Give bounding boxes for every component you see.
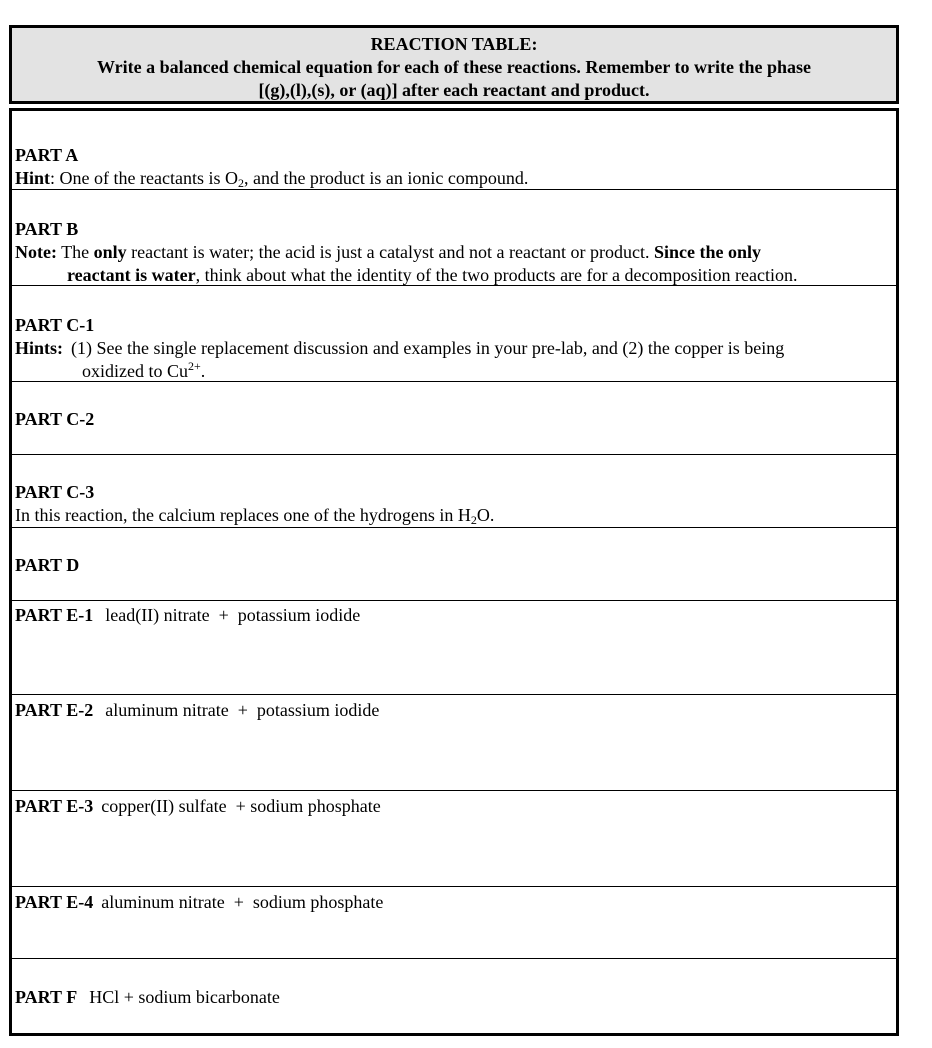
reaction-table: [9, 108, 899, 1036]
part-b-note-line-1: Note: The only reactant is water; the acid is just a catalyst and not a reactant or product. Since the only: [15, 242, 761, 262]
part-c1-hints-line-2: oxidized to $Cu^{2+}$.: [82, 359, 206, 381]
row-part-e1[interactable]: [12, 601, 896, 695]
header-instructions-line-2: [(g),(l),(s), or (aq)] after each reactant and product.: [258, 80, 650, 100]
part-e2-label: PART E-2: [15, 700, 94, 720]
part-b-label: PART B: [15, 219, 79, 239]
row-part-e2[interactable]: [12, 695, 896, 791]
part-f-line: [15, 986, 892, 1009]
row-part-c3[interactable]: [12, 455, 896, 528]
part-a-label: PART A: [15, 145, 79, 165]
part-c3-label: PART C-3: [15, 482, 95, 502]
row-part-e3[interactable]: [12, 791, 896, 887]
part-c2-label: PART C-2: [15, 409, 95, 429]
part-c1-label: PART C-1: [15, 315, 95, 335]
part-c3-text: In this reaction, the calcium replaces one of the hydrogens in $H_2O$.: [15, 505, 495, 527]
part-e4-line: [15, 891, 892, 914]
part-e3-label: PART E-3: [15, 796, 94, 816]
part-f-reactants: HCl + sodium bicarbonate: [89, 987, 280, 1007]
header-instructions-line-1: Write a balanced chemical equation for each of these reactions. Remember to write the phase: [96, 57, 812, 77]
part-e1-reactants: lead(II) nitrate + potassium iodide: [105, 605, 361, 625]
part-c1-hints-line-1: Hints: (1) See the single replacement discussion and examples in your pre-lab, and (2) the copper is being: [15, 338, 785, 358]
part-f-label: PART F: [15, 987, 78, 1007]
part-e2-reactants: aluminum nitrate + potassium iodide: [105, 700, 380, 720]
part-e1-label: PART E-1: [15, 605, 94, 625]
row-part-c1[interactable]: [12, 286, 896, 382]
part-a-hint: Hint: One of the reactants is $O_2$, and the product is an ionic compound.: [15, 168, 529, 190]
row-part-d[interactable]: [12, 528, 896, 601]
header-title: REACTION TABLE:: [370, 34, 538, 54]
part-d-label: PART D: [15, 555, 80, 575]
row-part-c2[interactable]: [12, 382, 896, 455]
part-e3-reactants: copper(II) sulfate + sodium phosphate: [101, 796, 381, 816]
part-e3-line: [15, 795, 892, 818]
part-e2-line: [15, 699, 892, 722]
part-e4-reactants: aluminum nitrate + sodium phosphate: [101, 892, 384, 912]
row-part-a[interactable]: [12, 111, 896, 190]
row-part-b[interactable]: [12, 190, 896, 286]
reaction-table-header: [9, 25, 899, 104]
part-b-note-line-2: reactant is water, think about what the identity of the two products are for a decomposition reaction.: [67, 265, 798, 285]
part-e1-line: [15, 604, 892, 627]
row-part-f[interactable]: [12, 959, 896, 1033]
part-e4-label: PART E-4: [15, 892, 94, 912]
row-part-e4[interactable]: [12, 887, 896, 959]
